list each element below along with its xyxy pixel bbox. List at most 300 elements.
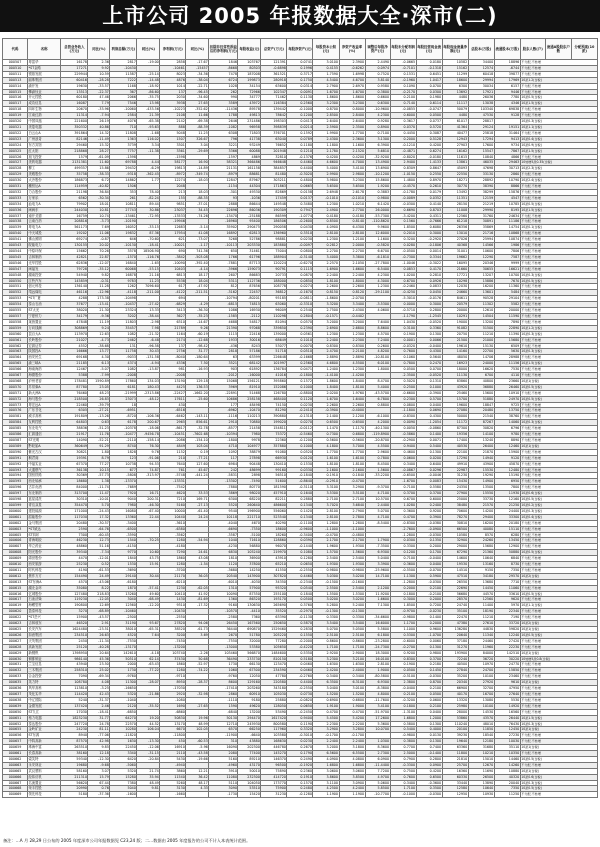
data-cell: 0.7500 xyxy=(390,768,416,774)
data-cell: -0.1310 xyxy=(287,414,313,420)
data-cell: -0.1800 xyxy=(287,373,313,379)
data-cell: 258158 xyxy=(238,396,261,402)
stock-code-cell: 000566 xyxy=(3,367,28,373)
data-cell: 3.2100 xyxy=(339,656,365,662)
data-cell: 4670 xyxy=(238,520,261,526)
data-cell: 1.6800 xyxy=(390,715,416,721)
data-cell: 6.9300 xyxy=(365,550,390,556)
data-cell: 12943 xyxy=(442,136,468,142)
data-cell: 169.71 xyxy=(186,497,209,503)
data-cell: 154811 xyxy=(261,426,287,432)
data-cell: 2.5400 xyxy=(313,556,339,562)
data-cell: -15457 xyxy=(186,65,209,71)
data-cell: -0.0860 xyxy=(416,426,442,432)
data-cell: -81.69 xyxy=(186,597,209,603)
data-cell: 62.14 xyxy=(137,656,160,662)
data-cell: 12.18 xyxy=(88,751,110,757)
stock-name-cell: 经纬纺机 xyxy=(28,774,61,780)
data-cell: 36440 xyxy=(209,627,238,633)
data-cell: 71803 xyxy=(238,130,261,136)
data-cell: 1.7590 xyxy=(313,71,339,77)
data-cell: 13160 xyxy=(468,562,494,568)
data-cell: 0.1010 xyxy=(287,337,313,343)
data-cell: -0.1920 xyxy=(287,762,313,768)
stock-code-cell: 000620 xyxy=(3,609,28,615)
stock-code-cell: 000540 xyxy=(3,231,28,237)
dividend-plan-cell: 不分配,不转增 xyxy=(520,296,597,302)
data-cell: -13200 xyxy=(160,644,186,650)
data-cell: 0.9400 xyxy=(287,715,313,721)
stock-code-cell: 000568 xyxy=(3,378,28,384)
data-cell: 31464 xyxy=(494,130,520,136)
data-cell: -12.96 xyxy=(88,290,110,296)
data-cell: 29104 xyxy=(494,296,520,302)
data-cell: 23460 xyxy=(494,674,520,680)
data-cell: 20000 xyxy=(442,308,468,314)
data-cell: 96009 xyxy=(261,308,287,314)
data-cell: 0.3600 xyxy=(390,508,416,514)
data-cell: 117960 xyxy=(261,727,287,733)
data-cell: 0.4300 xyxy=(416,414,442,420)
data-cell: 11299 xyxy=(442,71,468,77)
data-cell: 50880 xyxy=(494,550,520,556)
data-cell: 1.8600 xyxy=(313,378,339,384)
data-cell: -7350 xyxy=(238,526,261,532)
stock-code-cell: 000622 xyxy=(3,615,28,621)
data-cell: 8890 xyxy=(494,438,520,444)
data-cell: 11.60 xyxy=(88,160,110,166)
data-cell: 75900 xyxy=(261,786,287,792)
data-cell: 1.6100 xyxy=(339,455,365,461)
data-cell: 0.2100 xyxy=(390,95,416,101)
data-cell: -14.48 xyxy=(137,77,160,83)
data-cell: 4.30 xyxy=(88,355,110,361)
data-cell: -27.7800 xyxy=(365,260,390,266)
data-cell: 0.6000 xyxy=(416,497,442,503)
data-cell: -0.6898 xyxy=(261,65,287,71)
data-cell: 0.0137 xyxy=(287,195,313,201)
data-cell: 0.0926 xyxy=(416,278,442,284)
data-cell: 3.3900 xyxy=(365,562,390,568)
data-cell: -0.1318 xyxy=(416,65,442,71)
data-cell: -10130 xyxy=(110,243,137,249)
data-cell: 4.0800 xyxy=(339,756,365,762)
data-cell: 7.69 xyxy=(88,225,110,231)
data-cell: -7880 xyxy=(209,485,238,491)
stock-name-cell: 中原环保 xyxy=(28,249,61,255)
data-cell: -5.3010 xyxy=(390,296,416,302)
data-cell: 4.5500 xyxy=(339,361,365,367)
data-cell: 5.0700 xyxy=(313,627,339,633)
data-cell: 2.8890 xyxy=(339,355,365,361)
data-cell: 10280 xyxy=(110,727,137,733)
data-cell: -0.2900 xyxy=(390,438,416,444)
data-cell: 0.1800 xyxy=(390,591,416,597)
data-cell: 8740 xyxy=(110,443,137,449)
data-cell: 0.3087 xyxy=(416,130,442,136)
data-cell: 50.68 xyxy=(186,656,209,662)
dividend-plan-cell: 不分配,不转增 xyxy=(520,402,597,408)
stock-name-cell: 粤富华 xyxy=(28,60,61,66)
data-cell: 0.9600 xyxy=(416,627,442,633)
data-cell: 193170 xyxy=(261,597,287,603)
data-cell: 47698 xyxy=(468,166,494,172)
data-cell: 11210 xyxy=(468,331,494,337)
data-cell: 9.81 xyxy=(137,786,160,792)
data-cell: -40.1300 xyxy=(365,426,390,432)
data-cell: 21789 xyxy=(160,325,186,331)
data-cell: -77.21 xyxy=(186,455,209,461)
data-cell: 0.5128 xyxy=(416,136,442,142)
data-cell: -0.7666 xyxy=(416,219,442,225)
data-cell: 139000 xyxy=(261,331,287,337)
data-cell: 13680 xyxy=(468,579,494,585)
data-cell: 89210 xyxy=(238,756,261,762)
data-cell: -35.12 xyxy=(88,266,110,272)
data-cell: 14100 xyxy=(468,432,494,438)
data-cell: 34179 xyxy=(61,313,88,319)
data-cell: -2110 xyxy=(110,438,137,444)
data-cell: 19832 xyxy=(110,231,137,237)
data-cell: 171000 xyxy=(61,508,88,514)
data-cell: 136.53 xyxy=(186,384,209,390)
data-cell: -2012 xyxy=(209,373,238,379)
data-cell: 53380 xyxy=(238,644,261,650)
data-cell: 1.2000 xyxy=(416,715,442,721)
data-cell: -0.1100 xyxy=(287,520,313,526)
stock-code-cell: 000561 xyxy=(3,337,28,343)
data-cell: 1788 xyxy=(209,113,238,119)
dividend-plan-cell: 不分配,不转增 xyxy=(520,751,597,757)
data-cell: -54.94 xyxy=(186,538,209,544)
stock-code-cell: 000661 xyxy=(3,751,28,757)
data-cell: 4190 xyxy=(61,567,88,573)
data-cell: 94.53 xyxy=(137,461,160,467)
data-cell: 5530 xyxy=(494,697,520,703)
data-cell: 78642 xyxy=(261,113,287,119)
data-cell: 38299 xyxy=(468,189,494,195)
data-cell: 6950 xyxy=(494,479,520,485)
data-cell: -13302 xyxy=(209,479,238,485)
data-cell: 2.4490 xyxy=(365,60,390,66)
data-cell: 3.2900 xyxy=(339,485,365,491)
stock-code-cell: 000636 xyxy=(3,686,28,692)
data-cell: -0.9800 xyxy=(390,615,416,621)
data-cell: 218500 xyxy=(61,396,88,402)
data-cell: -1570 xyxy=(110,254,137,260)
data-cell: 83860 xyxy=(442,378,468,384)
data-cell: 646 xyxy=(110,237,137,243)
data-cell: 7980 xyxy=(110,502,137,508)
data-cell: 21390 xyxy=(209,325,238,331)
data-cell: 1.7100 xyxy=(390,786,416,792)
dividend-plan-cell: 不分配,不转增 xyxy=(520,697,597,703)
data-cell: 68142 xyxy=(238,361,261,367)
data-cell: 258310 xyxy=(61,668,88,674)
column-header: 每股净资产(元) xyxy=(287,39,313,60)
data-cell: 5.0700 xyxy=(365,508,390,514)
stock-code-cell: 000529 xyxy=(3,172,28,178)
data-cell: 16620 xyxy=(468,367,494,373)
data-cell: 0.7400 xyxy=(416,745,442,751)
data-cell: 3.3100 xyxy=(313,485,339,491)
data-cell: 0.6700 xyxy=(390,497,416,503)
data-cell: 313700 xyxy=(61,491,88,497)
data-cell: 1.8100 xyxy=(313,278,339,284)
data-cell: 3.6840 xyxy=(339,502,365,508)
data-cell: 21458 xyxy=(238,426,261,432)
data-cell: 0.5700 xyxy=(416,396,442,402)
data-cell: 0.0500 xyxy=(416,113,442,119)
data-cell: 86036 xyxy=(238,207,261,213)
data-cell: -1082 xyxy=(209,124,238,130)
data-cell: 1.8600 xyxy=(339,95,365,101)
data-cell: -503.08 xyxy=(186,254,209,260)
data-cell: 19202 xyxy=(61,231,88,237)
data-cell: 7546 xyxy=(110,101,137,107)
data-cell: -11.38 xyxy=(137,148,160,154)
data-cell: 19600 xyxy=(442,402,468,408)
data-cell: -0.1130 xyxy=(287,615,313,621)
data-cell: 74150 xyxy=(261,402,287,408)
data-cell: 173770 xyxy=(261,780,287,786)
stock-name-cell: 美的电器 xyxy=(28,160,61,166)
data-cell: -9318 xyxy=(110,172,137,178)
data-cell: -10.1200 xyxy=(365,172,390,178)
data-cell: -39.79 xyxy=(88,402,110,408)
stock-name-cell: 白云山A xyxy=(28,130,61,136)
data-cell: 36900 xyxy=(238,556,261,562)
data-cell: 9.24 xyxy=(88,325,110,331)
data-cell: 946648 xyxy=(261,160,287,166)
data-cell: 0.2470 xyxy=(416,361,442,367)
dividend-plan-cell: 不分配,不转增 xyxy=(520,243,597,249)
data-cell: 18271 xyxy=(442,178,468,184)
data-cell: 1.5500 xyxy=(313,591,339,597)
dividend-plan-cell: 不分配,不转增 xyxy=(520,544,597,550)
data-cell: 53077 xyxy=(261,343,287,349)
data-cell: -7689 xyxy=(110,485,137,491)
data-cell: 1.1470 xyxy=(313,426,339,432)
data-cell: -0.3400 xyxy=(287,532,313,538)
data-cell: 208816 xyxy=(61,219,88,225)
data-cell: 22450 xyxy=(110,745,137,751)
data-cell: 2858 xyxy=(160,60,186,66)
data-cell: 11008 xyxy=(442,207,468,213)
data-cell: 26500 xyxy=(468,774,494,780)
table-row xyxy=(3,792,598,798)
data-cell: 1.7100 xyxy=(313,644,339,650)
data-cell: -40.82 xyxy=(88,184,110,190)
data-cell: 4.9700 xyxy=(365,774,390,780)
data-cell: 18 xyxy=(110,402,137,408)
data-cell: 7478 xyxy=(209,71,238,77)
data-cell: 16878 xyxy=(110,272,137,278)
data-cell: 155 xyxy=(160,195,186,201)
stock-code-cell: 000600 xyxy=(3,508,28,514)
data-cell: 18680 xyxy=(61,479,88,485)
data-cell: -17410 xyxy=(209,686,238,692)
data-cell: -0.3022 xyxy=(416,260,442,266)
data-cell: 6.5400 xyxy=(365,266,390,272)
data-cell: 84000 xyxy=(61,485,88,491)
data-cell: 0.5870 xyxy=(287,621,313,627)
stock-name-cell: 阳光股份 xyxy=(28,550,61,556)
data-cell: 2066 xyxy=(110,95,137,101)
data-cell: -0.0811 xyxy=(287,296,313,302)
data-cell: 810150 xyxy=(261,656,287,662)
data-cell: 36.05 xyxy=(186,573,209,579)
stock-code-cell: 000613 xyxy=(3,579,28,585)
data-cell: -10060 xyxy=(110,107,137,113)
data-cell: -27.21 xyxy=(88,408,110,414)
data-cell: -18.06 xyxy=(137,426,160,432)
data-cell: 190800 xyxy=(61,603,88,609)
data-cell: 11960 xyxy=(468,644,494,650)
stock-code-cell: 000564 xyxy=(3,355,28,361)
data-cell: 25994 xyxy=(468,237,494,243)
data-cell: 2.2570 xyxy=(313,260,339,266)
data-cell: 2.2200 xyxy=(339,721,365,727)
data-cell: 310 xyxy=(209,739,238,745)
data-cell: 38020 xyxy=(61,308,88,314)
dividend-plan-cell: 不分配,不转增 xyxy=(520,644,597,650)
data-cell: 142610 xyxy=(110,650,137,656)
data-cell: -13.30 xyxy=(137,739,160,745)
data-cell: 119230 xyxy=(61,597,88,603)
data-cell: -0.2000 xyxy=(287,638,313,644)
data-cell: 21000 xyxy=(468,337,494,343)
data-cell: 2.9400 xyxy=(390,160,416,166)
data-cell: -0.3200 xyxy=(390,697,416,703)
data-cell: 26460 xyxy=(494,384,520,390)
data-cell: -19.66 xyxy=(186,756,209,762)
data-cell: 2.1200 xyxy=(365,585,390,591)
data-cell: 4710 xyxy=(209,443,238,449)
data-cell: 4849 xyxy=(160,443,186,449)
data-cell: 25818 xyxy=(468,130,494,136)
data-cell: -22427 xyxy=(160,390,186,396)
data-cell: 200.31 xyxy=(137,497,160,503)
dividend-plan-cell: 不分配,不转增 xyxy=(520,319,597,325)
dividend-plan-cell: 10派1.2(含税) xyxy=(520,77,597,83)
data-cell: 31.77 xyxy=(88,715,110,721)
data-cell: 3.8500 xyxy=(339,774,365,780)
data-cell: 234590 xyxy=(261,668,287,674)
data-cell: 16095 xyxy=(442,260,468,266)
data-cell: 2.5100 xyxy=(313,632,339,638)
data-cell: 245930 xyxy=(238,721,261,727)
data-cell: 4.0900 xyxy=(313,225,339,231)
data-cell: 1617420 xyxy=(261,715,287,721)
data-cell: -4122 xyxy=(160,290,186,296)
data-cell: 29400 xyxy=(468,514,494,520)
stock-code-cell: 000524 xyxy=(3,142,28,148)
data-cell: -38.68 xyxy=(88,343,110,349)
stock-name-cell: 泰达股份 xyxy=(28,721,61,727)
data-cell: 48.49 xyxy=(137,780,160,786)
data-cell: 16080 xyxy=(110,508,137,514)
data-cell: 0.3000 xyxy=(390,597,416,603)
data-cell: 15110 xyxy=(494,526,520,532)
data-cell: 13.6900 xyxy=(365,166,390,172)
data-cell: 8023 xyxy=(160,71,186,77)
data-cell: -2008 xyxy=(160,373,186,379)
data-cell: 3.0400 xyxy=(313,686,339,692)
data-cell: 3.3800 xyxy=(339,254,365,260)
data-cell: -0.5460 xyxy=(287,432,313,438)
data-cell: 12.69 xyxy=(88,603,110,609)
data-cell: 9150 xyxy=(468,567,494,573)
dividend-plan-cell: 不分配,不转增 xyxy=(520,674,597,680)
data-cell: 290475 xyxy=(238,225,261,231)
data-cell: 63360 xyxy=(442,745,468,751)
data-cell: 93.67 xyxy=(137,621,160,627)
data-cell: -1.2545 xyxy=(416,313,442,319)
data-cell: 90528 xyxy=(468,296,494,302)
data-cell: 20990 xyxy=(61,786,88,792)
data-cell: 20040 xyxy=(494,780,520,786)
dividend-plan-cell: 10派0.3(含税) xyxy=(520,780,597,786)
data-cell: 137420 xyxy=(61,703,88,709)
data-cell: 2.8100 xyxy=(313,508,339,514)
stock-name-cell: 焦作万方 xyxy=(28,573,61,579)
dividend-plan-cell: 10派1.2(含税) xyxy=(520,325,597,331)
data-cell: 104977 xyxy=(238,443,261,449)
data-cell: 136280 xyxy=(442,627,468,633)
data-cell: -6010 xyxy=(209,579,238,585)
data-cell: -96.45 xyxy=(186,89,209,95)
data-cell: 47510 xyxy=(442,573,468,579)
stock-code-cell: 000536 xyxy=(3,207,28,213)
column-header: 流通A股股东户数 xyxy=(545,39,571,60)
data-cell: 152086 xyxy=(261,384,287,390)
data-cell: -10378 xyxy=(110,426,137,432)
data-cell: 50510 xyxy=(110,656,137,662)
data-cell: 1.9100 xyxy=(313,703,339,709)
data-cell: 2.4300 xyxy=(313,136,339,142)
data-cell: 7380 xyxy=(110,780,137,786)
stock-name-cell: 江铃汽车 xyxy=(28,278,61,284)
data-cell: -34.36 xyxy=(186,71,209,77)
stock-code-cell: 000667 xyxy=(3,780,28,786)
data-cell: 0.7600 xyxy=(390,774,416,780)
stock-name-cell: ST四环 xyxy=(28,532,61,538)
data-cell: 0.0314 xyxy=(287,83,313,89)
data-cell: 88681 xyxy=(238,172,261,178)
data-cell: 17271 xyxy=(61,65,88,71)
data-cell: 81.11 xyxy=(88,727,110,733)
data-cell: 50830 xyxy=(160,715,186,721)
data-cell: 7587 xyxy=(494,254,520,260)
data-cell: 27230 xyxy=(494,733,520,739)
data-cell: 1579 xyxy=(61,154,88,160)
data-cell: 307820 xyxy=(261,573,287,579)
data-cell: 232300 xyxy=(238,774,261,780)
data-cell: -0.1440 xyxy=(287,544,313,550)
stock-name-cell: 东北制药 xyxy=(28,491,61,497)
data-cell: -0.2450 xyxy=(287,709,313,715)
stock-name-cell: 国恒铁路 xyxy=(28,473,61,479)
data-cell: 0.6800 xyxy=(339,432,365,438)
data-cell: 27900 xyxy=(442,491,468,497)
data-cell: -11.49 xyxy=(88,136,110,142)
data-cell: 3.2000 xyxy=(313,745,339,751)
data-cell: 26.83 xyxy=(88,396,110,402)
data-cell: -11.74 xyxy=(88,485,110,491)
column-header: 总股本(万股) xyxy=(468,39,494,60)
data-cell: 43910 xyxy=(261,556,287,562)
